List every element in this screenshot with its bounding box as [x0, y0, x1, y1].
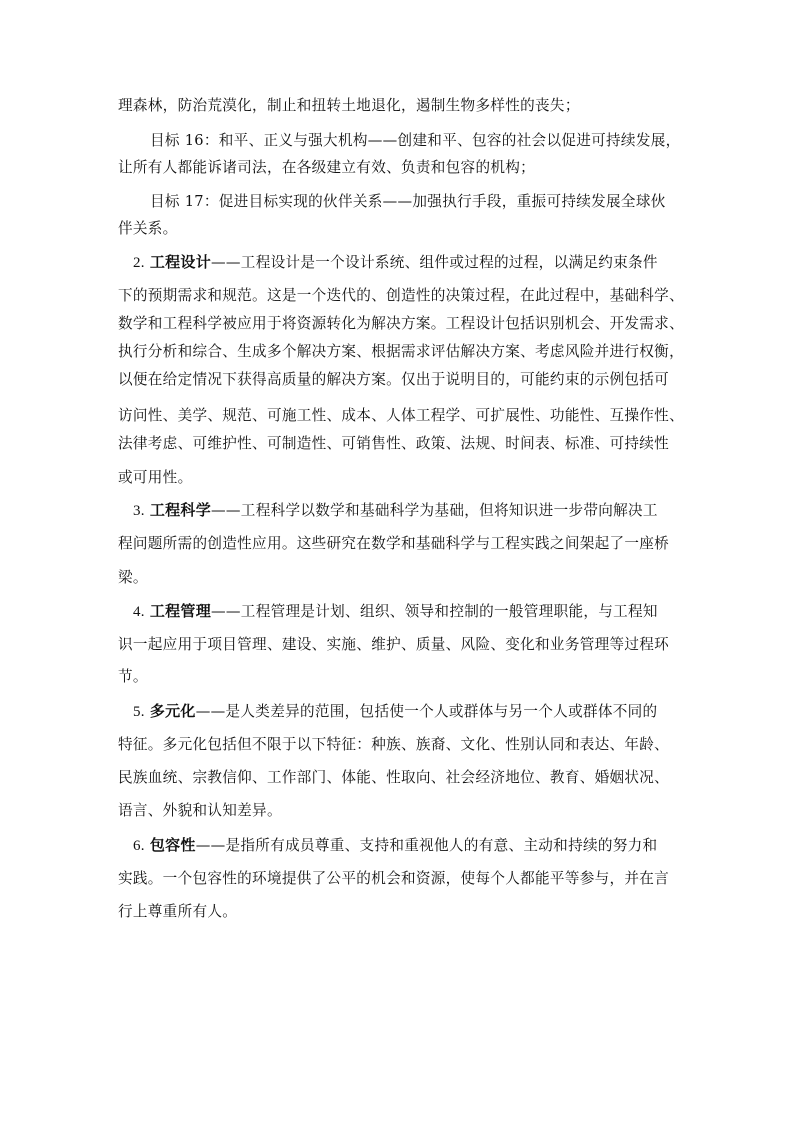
definition-engineering-design-line2: 下的预期需求和规范。这是一个迭代的、创造性的决策过程，在此过程中，基础科学、	[118, 287, 684, 304]
definition-engineering-design-line6: 访问性、美学、规范、可施工性、成本、人体工程学、可扩展性、功能性、互操作性、	[118, 407, 684, 424]
definition-engineering-design-line3: 数学和工程科学被应用于将资源转化为解决方案。工程设计包括识别机会、开发需求、	[118, 315, 684, 332]
definition-number: 4.	[133, 604, 145, 620]
definition-text: ——是指所有成员尊重、支持和重视他人的有意、主动和持续的努力和	[195, 837, 658, 854]
definition-term: 工程管理	[149, 602, 212, 620]
definition-engineering-science-line2: 程问题所需的创造性应用。这些研究在数学和基础科学与工程实践之间架起了一座桥	[118, 535, 670, 552]
definition-number: 5.	[133, 704, 145, 720]
definition-text: ——是人类差异的范围，包括使一个人或群体与另一个人或群体不同的	[195, 703, 658, 720]
definition-engineering-management-line3: 节。	[118, 668, 148, 685]
definition-engineering-management-line2: 识一起应用于项目管理、建设、实施、维护、质量、风险、变化和业务管理等过程环	[118, 636, 670, 653]
definition-inclusion-line2: 实践。一个包容性的环境提供了公平的机会和资源，使每个人都能平等参与，并在言	[118, 870, 670, 887]
goal17-line1: 目标 17：促进目标实现的伙伴关系——加强执行手段，重振可持续发展全球伙	[150, 193, 666, 210]
definition-engineering-design-line8: 或可用性。	[118, 469, 193, 486]
definition-text: ——工程科学以数学和基础科学为基础，但将知识进一步带向解决工	[211, 502, 658, 519]
definition-engineering-design-line5: 以便在给定情况下获得高质量的解决方案。仅出于说明目的，可能约束的示例包括可	[118, 371, 670, 388]
definition-inclusion-line1	[133, 835, 657, 856]
definition-engineering-design-line4: 执行分析和综合、生成多个解决方案、根据需求评估解决方案、考虑风险并进行权衡，	[118, 343, 684, 360]
definition-engineering-science-line3: 梁。	[118, 569, 148, 586]
definition-engineering-design-line1	[133, 252, 658, 273]
definition-inclusion-line3: 行上尊重所有人。	[118, 903, 238, 920]
definition-number: 2.	[133, 255, 145, 271]
definition-diversity-line2: 特征。多元化包括但不限于以下特征：种族、族裔、文化、性别认同和表达、年龄、	[118, 736, 670, 753]
definition-text: ——工程设计是一个设计系统、组件或过程的过程，以满足约束条件	[211, 254, 658, 271]
definition-engineering-science-line1	[133, 500, 658, 521]
definition-term: 工程科学	[149, 501, 212, 519]
definition-diversity-line3: 民族血统、宗教信仰、工作部门、体能、性取向、社会经济地位、教育、婚姻状况、	[118, 769, 670, 786]
goal17-line2: 伴关系。	[118, 220, 178, 237]
definition-diversity-line1	[133, 701, 657, 722]
definition-term: 包容性	[149, 836, 196, 854]
goal16-line2: 让所有人都能诉诸司法，在各级建立有效、负责和包容的机构；	[118, 159, 536, 176]
goal16-line1: 目标 16：和平、正义与强大机构——创建和平、包容的社会以促进可持续发展，	[150, 132, 681, 149]
definition-engineering-design-line7: 法律考虑、可维护性、可制造性、可销售性、政策、法规、时间表、标准、可持续性	[118, 435, 670, 452]
definition-term: 多元化	[149, 702, 196, 720]
definition-term: 工程设计	[149, 253, 212, 271]
definition-text: ——工程管理是计划、组织、领导和控制的一般管理职能，与工程知	[211, 603, 658, 620]
goal15-continuation: 理森林，防治荒漠化，制止和扭转土地退化，遏制生物多样性的丧失；	[118, 97, 580, 114]
definition-number: 3.	[133, 503, 145, 519]
definition-engineering-management-line1	[133, 601, 658, 622]
definition-number: 6.	[133, 838, 145, 854]
definition-diversity-line4: 语言、外貌和认知差异。	[118, 802, 282, 819]
